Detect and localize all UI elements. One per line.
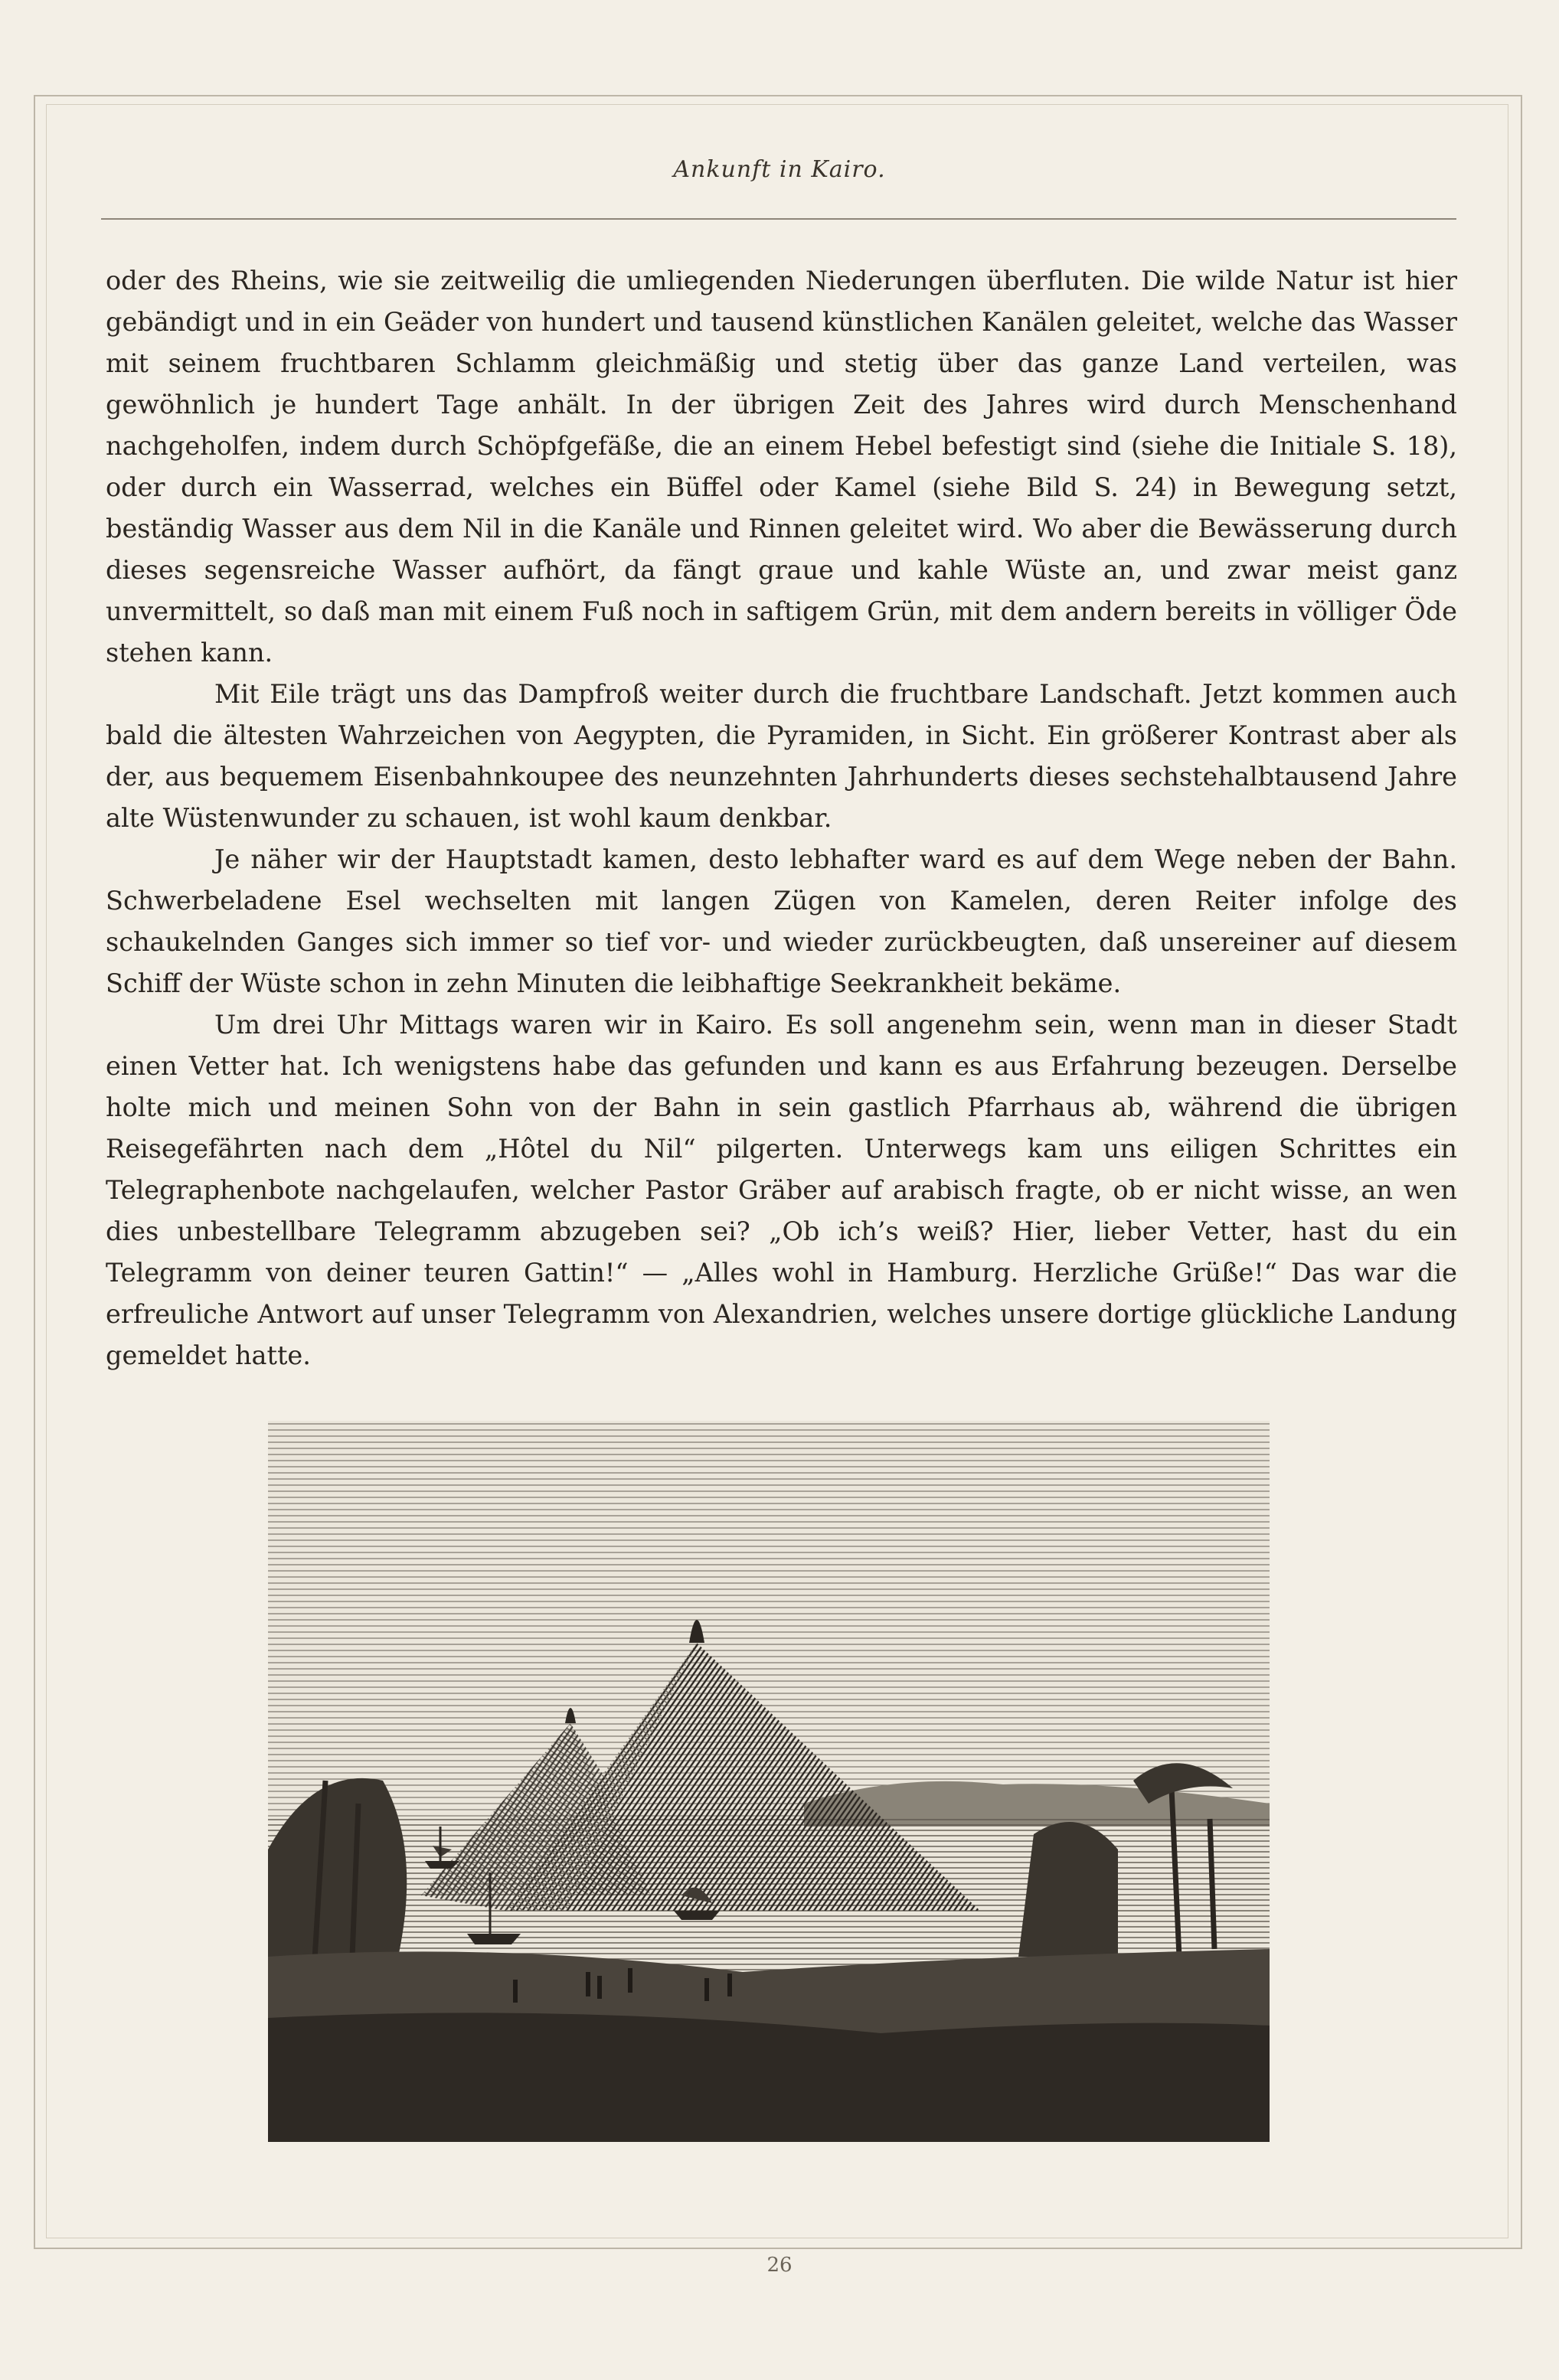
paragraph-1: oder des Rheins, wie sie zeitweilig die umliegenden Niederungen überfluten. Die wilde Natur ist hier gebändigt und in ein Geäder von hundert und tausend künstlichen Kanälen geleitet, welche das Wasser mit seinem fruchtbaren Schlamm gleichmäßig und stetig über das ganze Land verteilen, was gewöhnlich je hundert Tage anhält. In der übrigen Zeit des Jahres wird durch Menschenhand nachgeholfen, indem durch Schöpfgefäße, die an einem Hebel befestigt sind (siehe die Initiale S. 18), oder durch ein Wasserrad, welches ein Büffel oder Kamel (siehe Bild S. 24) in Bewegung setzt, beständig Wasser aus dem Nil in die Kanäle und Rinnen geleitet wird. Wo aber die Bewässerung durch dieses segensreiche Wasser aufhört, da fängt graue und kahle Wüste an, und zwar meist ganz unvermittelt, so daß man mit einem Fuß noch in saftigem Grün, mit dem andern bereits in völliger Öde stehen kann. <box>106 266 1457 668</box>
page-number: 26 <box>766 2254 793 2277</box>
pyramids-illustration <box>268 1421 1270 2142</box>
body-text <box>106 260 1457 1376</box>
foreground-vegetation <box>268 2013 1270 2142</box>
running-head: Ankunft in Kairo. <box>673 156 886 183</box>
right-bushes <box>1018 1822 1118 1957</box>
pyramids-engraving <box>268 1421 1270 2142</box>
paragraph-3: Je näher wir der Hauptstadt kamen, desto lebhafter ward es auf dem Wege neben der Bahn. Schwerbeladene Esel wechselten mit langen Zügen von Kamelen, deren Reiter infolge des schaukelnden Ganges sich immer so tief vor- und wieder zurückbeugten, daß unsereiner auf diesem Schiff der Wüste schon in zehn Minuten die leibhaftige Seekrankheit bekäme. <box>106 844 1457 998</box>
header-rule <box>101 218 1456 220</box>
paragraph-4: Um drei Uhr Mittags waren wir in Kairo. Es soll angenehm sein, wenn man in dieser Stadt einen Vetter hat. Ich wenigstens habe das gefunden und kann es aus Erfahrung bezeugen. Derselbe holte mich und meinen Sohn von der Bahn in sein gastlich Pfarrhaus ab, während die übrigen Reisegefährten nach dem „Hôtel du Nil“ pilgerten. Unterwegs kam uns eiligen Schrittes ein Telegraphenbote nachgelaufen, welcher Pastor Gräber auf arabisch fragte, ob er nicht wisse, an wen dies unbestellbare Telegramm abzugeben sei? „Ob ich’s weiß? Hier, lieber Vetter, hast du ein Telegramm von deiner teuren Gattin!“ — „Alles wohl in Hamburg. Herzliche Grüße!“ Das war die erfreuliche Antwort auf unser Telegramm von Alexandrien, welches unsere dortige glückliche Landung gemeldet hatte. <box>106 1010 1457 1370</box>
paragraph-2: Mit Eile trägt uns das Dampfroß weiter durch die fruchtbare Landschaft. Jetzt kommen auch bald die ältesten Wahrzeichen von Aegypten, die Pyramiden, in Sicht. Ein größerer Kontrast aber als der, aus bequemem Eisenbahnkoupee des neunzehnten Jahrhunderts dieses sechstehalbtausend Jahre alte Wüstenwunder zu schauen, ist wohl kaum denkbar. <box>106 679 1457 833</box>
